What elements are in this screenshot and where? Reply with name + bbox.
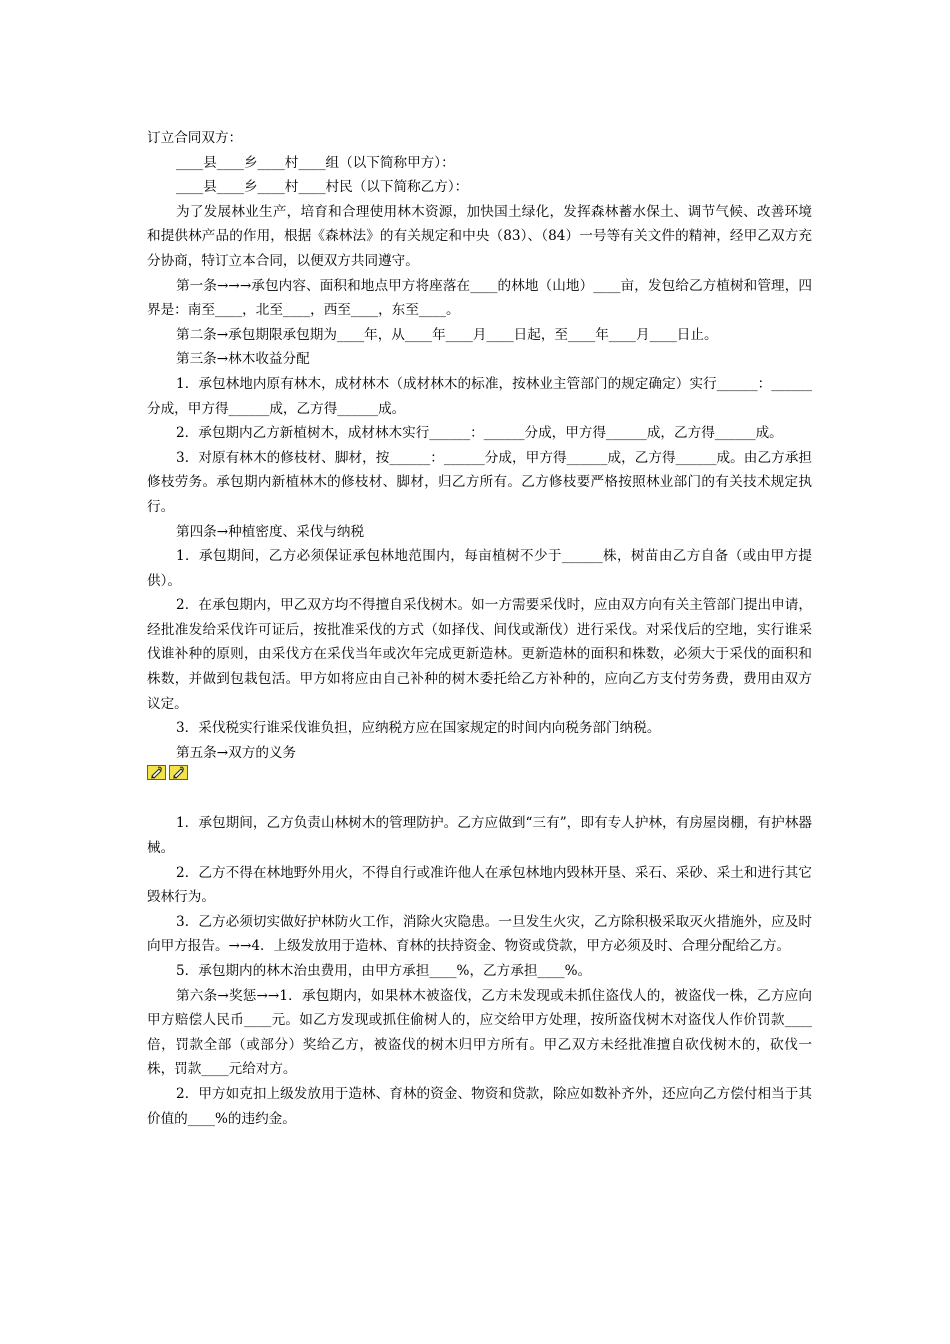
contract-section-bottom xyxy=(147,811,812,1131)
contract-paragraph: 第六条→奖惩→→1．承包期内，如果林木被盗伐，乙方未发现或未抓住盗伐人的，被盗伐一株，乙方应向甲方赔偿人民币____元。如乙方发现或抓住偷树人的，应交给甲方处理，按所盗伐树木对盗伐人作价罚款____倍，罚款全部（或部分）奖给乙方，被盗伐的树木归甲方所有。甲乙双方未经批准擅自砍伐树木的，砍伐一株，罚款____元给对方。 xyxy=(147,987,812,1078)
contract-paragraph: 1．承包林地内原有林木，成材林木（成材林木的标准，按林业主管部门的规定确定）实行______：______分成，甲方得______成，乙方得______成。 xyxy=(147,375,812,417)
contract-paragraph: 1．承包期间，乙方必须保证承包林地范围内，每亩植树不少于______株，树苗由乙方自备（或由甲方提供）。 xyxy=(147,548,812,589)
contract-section-top xyxy=(147,126,812,765)
contract-paragraph: 2．乙方不得在林地野外用火，不得自行或准许他人在承包林地内毁林开垦、采石、采砂、采土和进行其它毁林行为。 xyxy=(147,864,812,906)
contract-paragraph: ____县____乡____村____组（以下简称甲方）： xyxy=(176,154,455,171)
pencil-icon[interactable] xyxy=(169,765,188,780)
contract-paragraph: 3．对原有林木的修枝材、脚材，按______：______分成，甲方得______成，乙方得______成。由乙方承担修枝劳务。承包期内新植林木的修枝材、脚材，归乙方所有。乙方修枝要严格按照林业部门的有关技术规定执行。 xyxy=(147,449,812,515)
contract-paragraph: 订立合同双方： xyxy=(147,130,243,146)
contract-paragraph: 第三条→林木收益分配 xyxy=(176,351,310,368)
contract-paragraph: 1．承包期间，乙方负责山林树木的管理防护。乙方应做到“三有”，即有专人护林，有房屋岗棚，有护林器械。 xyxy=(147,815,812,857)
contract-paragraph: 2．在承包期内，甲乙双方均不得擅自采伐树木。如一方需要采伐时，应由双方向有关主管部门提出申请，经批准发给采伐许可证后，按批准采伐的方式（如择伐、间伐或渐伐）进行采伐。对采伐后的空地，实行谁采伐谁补种的原则，由采伐方在采伐当年或次年完成更新造林。更新造林的面积和株数，必须大于采伐的面积和株数，并做到包栽包活。甲方如将应由自己补种的树木委托给乙方补种的，应向乙方支付劳务费，费用由双方议定。 xyxy=(147,597,812,712)
contract-paragraph: 2．承包期内乙方新植树木，成材林木实行______：______分成，甲方得______成，乙方得______成。 xyxy=(176,425,783,442)
contract-paragraph: ____县____乡____村____村民（以下简称乙方）： xyxy=(176,179,469,196)
contract-paragraph: 第五条→双方的义务 xyxy=(176,744,297,761)
contract-paragraph: 5．承包期内的林木治虫费用，由甲方承担____%，乙方承担____%。 xyxy=(176,963,592,979)
contract-paragraph: 为了发展林业生产，培育和合理使用林木资源，加快国土绿化，发挥森林蓄水保土、调节气候、改善环境和提供林产品的作用，根据《森林法》的有关规定和中央（83）、（84）一号等有关文件的精神，经甲乙双方充分协商，特订立本合同，以便双方共同遵守。 xyxy=(147,203,812,269)
contract-paragraph: 第四条→种植密度、采伐与纳税 xyxy=(176,523,365,540)
toolbar-icons xyxy=(147,765,812,811)
pencil-icon[interactable] xyxy=(147,765,166,780)
document-body xyxy=(147,126,812,1131)
contract-paragraph: 3．采伐税实行谁采伐谁负担，应纳税方应在国家规定的时间内向税务部门纳税。 xyxy=(176,720,661,737)
contract-paragraph: 第二条→承包期限承包期为____年，从____年____月____日起，至____年____月____日止。 xyxy=(176,326,718,343)
contract-paragraph: 第一条→→→承包内容、面积和地点甲方将座落在____的林地（山地）____亩，发包给乙方植树和管理，四界是：南至____，北至____，西至____，东至____。 xyxy=(147,277,812,319)
contract-paragraph: 2．甲方如克扣上级发放用于造林、育林的资金、物资和贷款，除应如数补齐外，还应向乙方偿付相当于其价值的____%的违约金。 xyxy=(147,1085,812,1127)
contract-paragraph: 3．乙方必须切实做好护林防火工作，消除火灾隐患。一旦发生火灾，乙方除积极采取灭火措施外，应及时向甲方报告。→→4．上级发放用于造林、育林的扶持资金、物资或贷款，甲方必须及时、合理分配给乙方。 xyxy=(147,913,812,955)
